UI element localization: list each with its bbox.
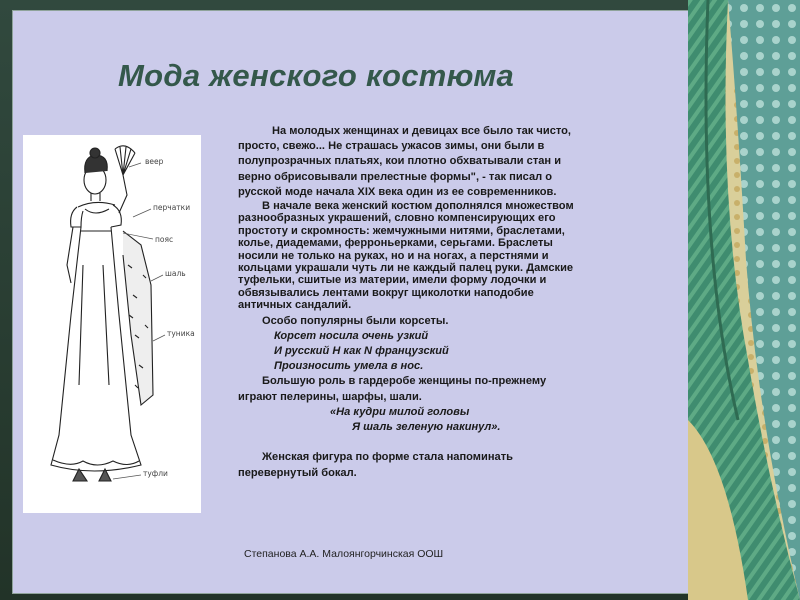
- label-shoes: туфли: [143, 469, 168, 478]
- poem-line: «На кудри милой головы: [330, 405, 470, 418]
- text-line: На молодых женщинах и девицах все было так чисто,: [272, 125, 572, 137]
- text-line: перевернутый бокал.: [238, 466, 357, 479]
- slide-footer: Степанова А.А. Малоянгорчинская ООШ: [244, 548, 444, 560]
- text-line: просто, свежо... Не страшась ужасов зимы, они были в: [238, 140, 545, 153]
- poem-line: Я шаль зеленую накинул».: [352, 421, 501, 434]
- text-line: В начале века женский костюм дополнялся множеством: [262, 200, 574, 213]
- label-gloves: перчатки: [153, 203, 191, 212]
- label-shawl: шаль: [165, 269, 186, 278]
- text-line: Женская фигура по форме стала напоминать: [262, 451, 513, 464]
- text-line: кольцами украшали чуть ли не каждый палец руки. Дамские: [238, 262, 574, 275]
- text-line: русской моде начала XIX века один из ее современников.: [238, 185, 557, 198]
- slide-body-text: [238, 124, 640, 481]
- label-fan: веер: [145, 157, 164, 166]
- decorative-fabric-panel: [688, 0, 800, 600]
- text-line: полупрозрачных платьях, кои плотно обхватывали стан и: [238, 155, 562, 168]
- label-belt: пояс: [155, 235, 174, 244]
- text-line: носили не только на руках, но и на ногах, а перстнями и: [238, 249, 549, 262]
- label-tunic: туника: [167, 329, 195, 338]
- text-line: разнообразных украшений, словно компенсирующих его: [238, 212, 556, 225]
- woman-costume-drawing: [23, 135, 201, 513]
- text-line: Особо популярны были корсеты.: [262, 314, 449, 327]
- text-line: простоту и скромность: жемчужными нитями, браслетами,: [238, 224, 565, 237]
- text-line: туфельки, сшитые из материи, имели форму лодочки и: [238, 274, 547, 287]
- slide-title: Мода женского костюма: [118, 58, 515, 93]
- costume-illustration: [23, 135, 201, 513]
- text-line: играют пелерины, шарфы, шали.: [238, 390, 422, 403]
- text-line: верно обрисовывали прелестные формы", - так писал о: [238, 170, 553, 183]
- text-line: обвязывались лентами вокруг щиколотки наподобие: [238, 286, 534, 299]
- poem-line: И русский Н как N французский: [274, 345, 449, 358]
- text-line: колье, диадемами, ферроньерками, серьгами. Браслеты: [238, 237, 553, 250]
- poem-line: Произносить умела в нос.: [274, 360, 424, 373]
- poem-line: Корсет носила очень узкий: [274, 329, 429, 342]
- text-line: Большую роль в гардеробе женщины по-прежнему: [262, 375, 547, 388]
- text-line: античных сандалий.: [238, 299, 352, 312]
- fabric-pattern-graphic: [688, 0, 800, 600]
